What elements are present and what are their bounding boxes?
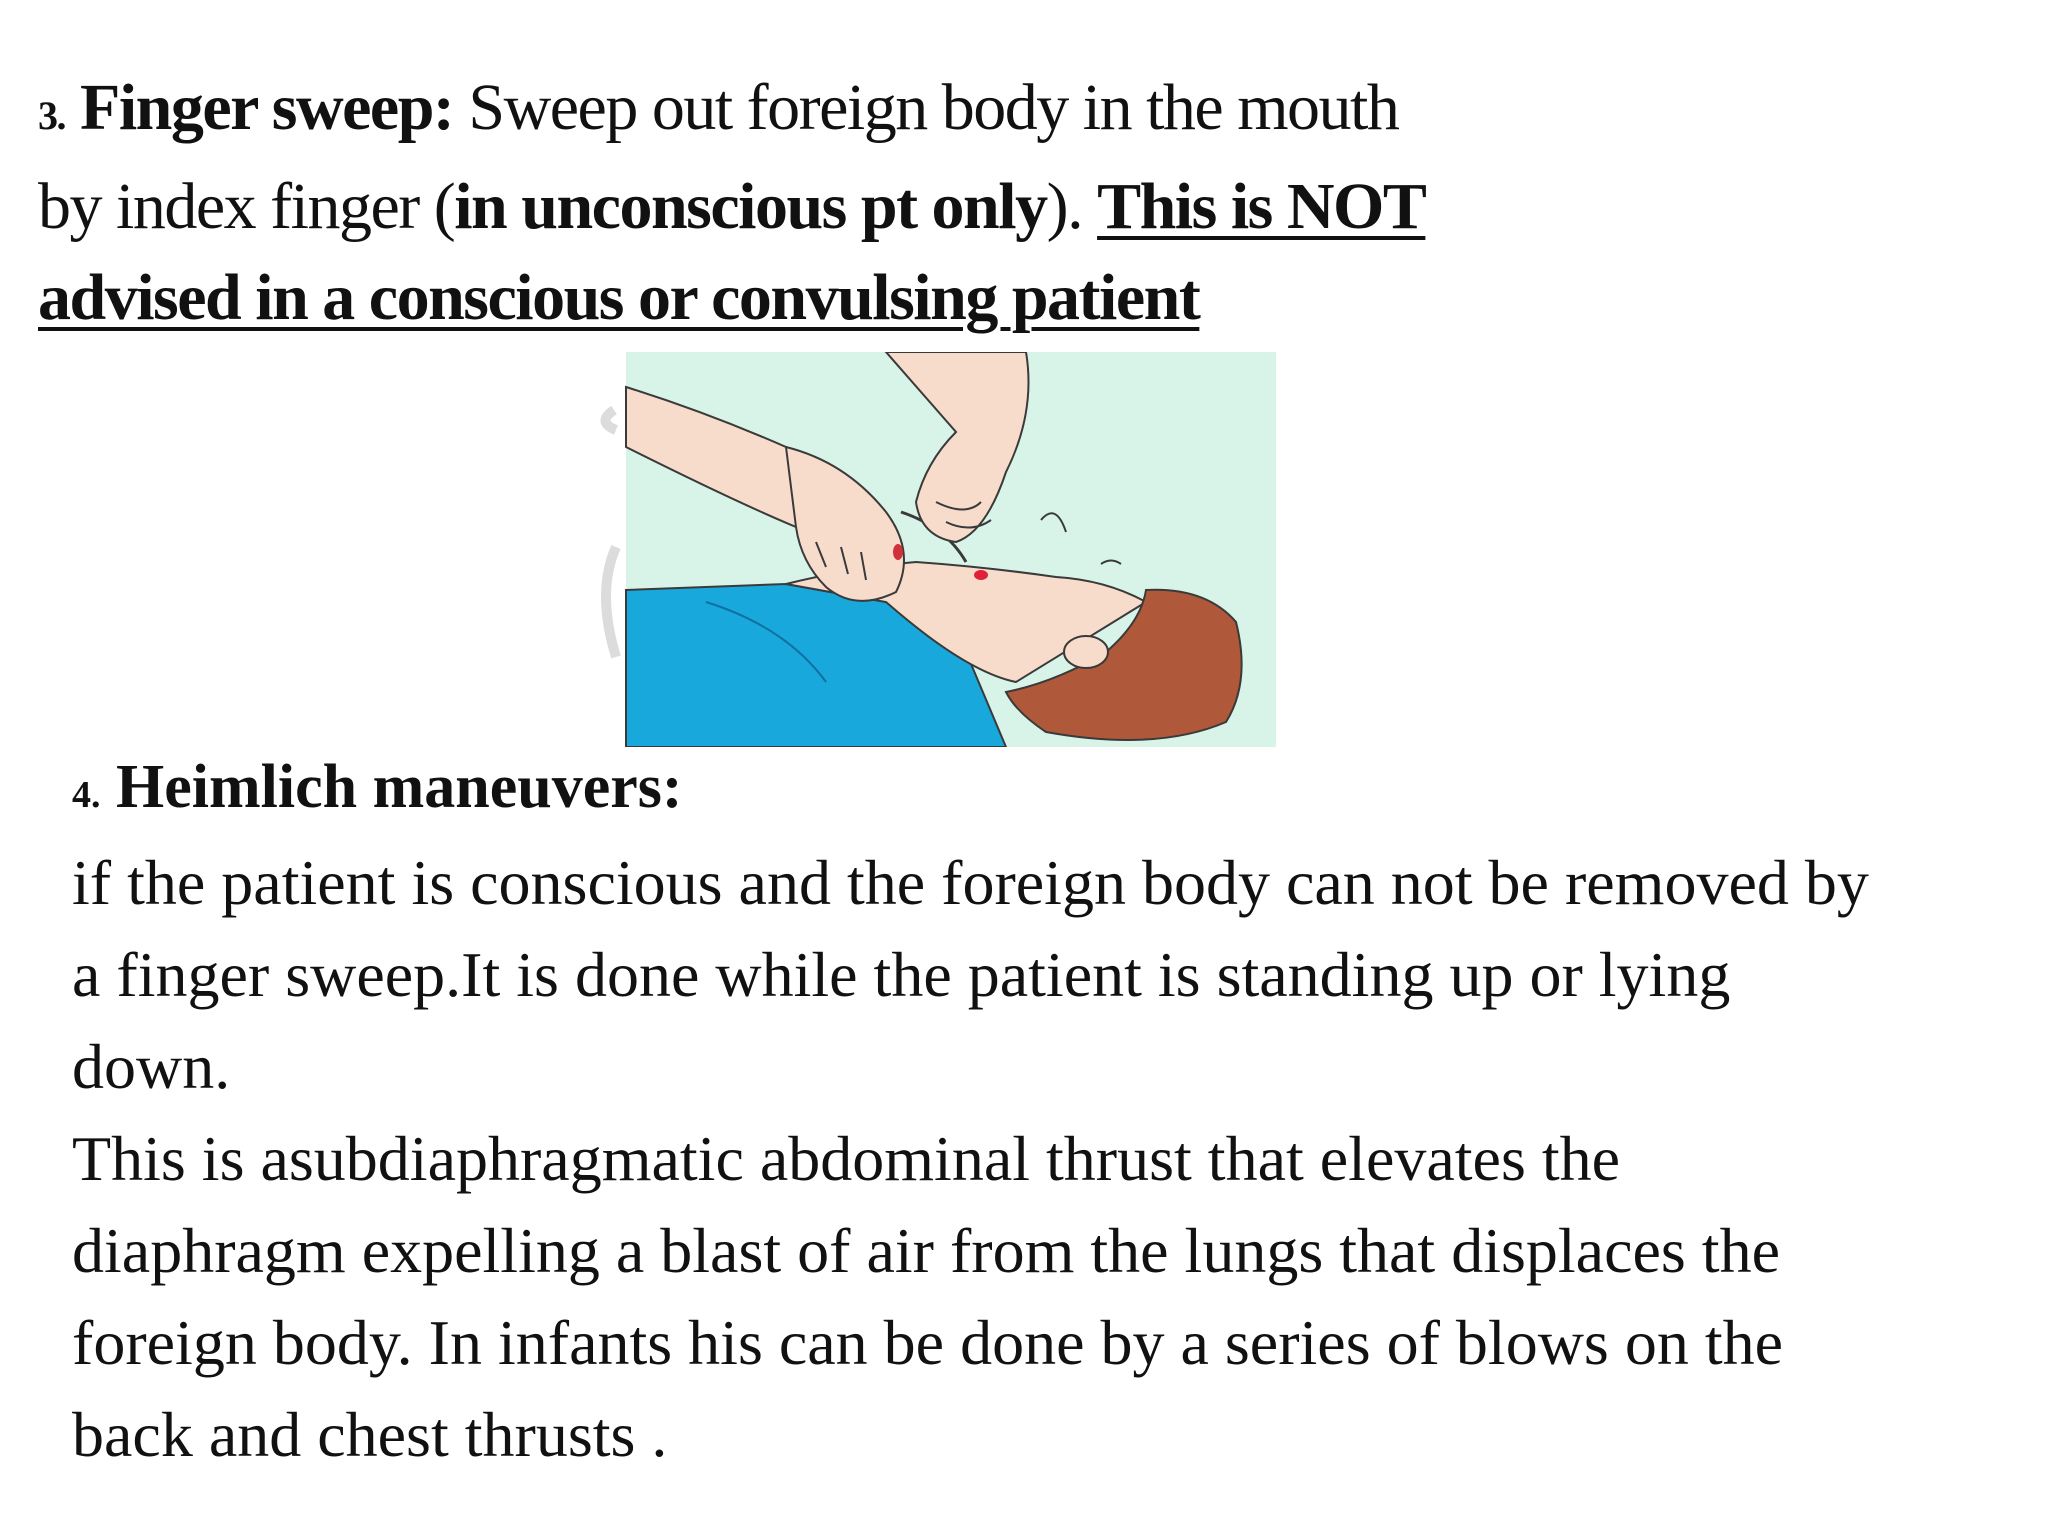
finger-sweep-line-1 bbox=[38, 62, 1538, 161]
finger-sweep-text-2: by index finger ( bbox=[38, 170, 455, 243]
heimlich-line: a finger sweep.It is done while the patient is standing up or lying bbox=[72, 939, 1731, 1010]
patient-mouth bbox=[974, 570, 988, 580]
finger-sweep-line-2 bbox=[38, 161, 1538, 252]
watermark-arc-top bbox=[605, 410, 616, 430]
finger-sweep-title: Finger sweep: bbox=[80, 71, 454, 144]
heimlich-line: back and chest thrusts . bbox=[72, 1399, 668, 1470]
warning-text-part-1: This is NOT bbox=[1097, 170, 1426, 243]
finger-sweep-text-1: Sweep out foreign body in the mouth bbox=[453, 71, 1399, 144]
heimlich-line: if the patient is conscious and the foreign body can not be removed by bbox=[72, 847, 1869, 918]
heimlich-heading bbox=[72, 745, 2012, 837]
finger-sweep-illustration bbox=[586, 352, 1276, 747]
heimlich-line: foreign body. In infants his can be done by a series of blows on the bbox=[72, 1307, 1783, 1378]
finger-sweep-text-3: ). bbox=[1046, 170, 1098, 243]
unconscious-only-note: in unconscious pt only bbox=[454, 170, 1047, 243]
finger-sweep-line-3 bbox=[38, 252, 1538, 343]
foreign-body bbox=[893, 544, 903, 560]
finger-sweep-section bbox=[38, 62, 1538, 343]
heimlich-line: This is asubdiaphragmatic abdominal thrust that elevates the bbox=[72, 1123, 1621, 1194]
heimlich-line: down. bbox=[72, 1031, 231, 1102]
heimlich-line: diaphragm expelling a blast of air from the lungs that displaces the bbox=[72, 1215, 1780, 1286]
heimlich-number: 4. bbox=[72, 774, 101, 816]
patient-ear bbox=[1064, 636, 1108, 668]
warning-text-part-2: advised in a conscious or convulsing patient bbox=[38, 261, 1200, 334]
heimlich-paragraph bbox=[72, 837, 2012, 1481]
heimlich-title: Heimlich maneuvers: bbox=[100, 753, 683, 821]
watermark-arc-side bbox=[606, 547, 616, 657]
finger-sweep-number: 3. bbox=[38, 93, 65, 138]
finger-sweep-drawing bbox=[586, 352, 1276, 747]
heimlich-section bbox=[72, 745, 2012, 1481]
